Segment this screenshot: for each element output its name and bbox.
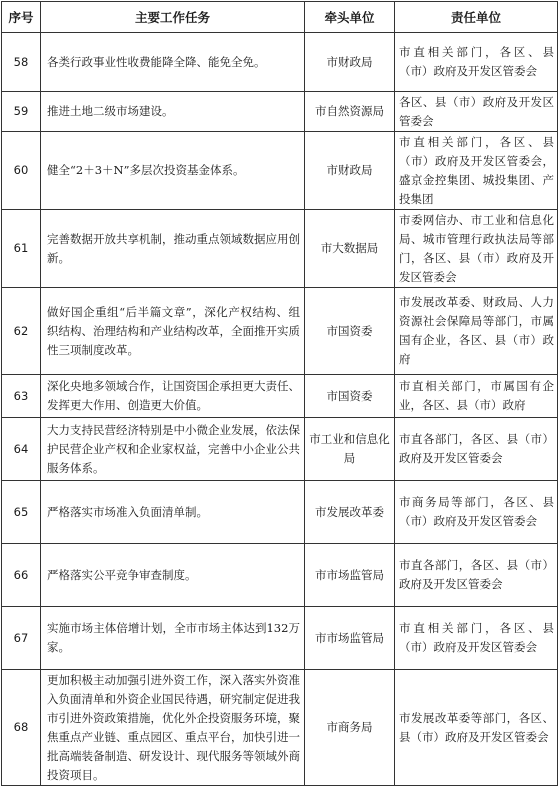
row-responsible-unit: 市委网信办、市工业和信息化局、城市管理行政执法局等部门，各区、县（市）政府及开发区管委会 [395,210,558,288]
header-lead-unit: 牵头单位 [305,2,395,33]
row-number: 58 [2,33,41,92]
row-task: 更加积极主动加强引进外资工作，深入落实外资准入负面清单和外资企业国民待遇，研究制定促进我市引进外资政策措施，优化外企投资服务环境，聚焦重点产业链、重点园区、重点平台，加快引进一批高端装备制造、研发设计、现代服务等领域外商投资项目。 [41,670,305,786]
row-task: 严格落实市场准入负面清单制。 [41,481,305,544]
row-responsible-unit: 市直相关部门，市属国有企业，各区、县（市）政府 [395,375,558,418]
row-lead-unit: 市商务局 [305,670,395,786]
row-lead-unit: 市财政局 [305,132,395,210]
row-number: 64 [2,418,41,481]
table-row [2,132,558,210]
header-row [2,2,558,33]
row-number: 60 [2,132,41,210]
row-responsible-unit: 市直相关部门，各区、县（市）政府及开发区管委会 [395,607,558,670]
row-responsible-unit: 市直各部门，各区、县（市）政府及开发区管委会 [395,544,558,607]
row-responsible-unit: 市直相关部门，各区、县（市）政府及开发区管委会，盛京金控集团、城投集团、产投集团 [395,132,558,210]
row-lead-unit: 市国资委 [305,375,395,418]
row-task: 做好国企重组“后半篇文章”，深化产权结构、组织结构、治理结构和产业结构改革，全面推开实质性三项制度改革。 [41,288,305,375]
row-number: 67 [2,607,41,670]
row-task: 严格落实公平竞争审查制度。 [41,544,305,607]
row-lead-unit: 市市场监管局 [305,544,395,607]
task-table [1,1,558,786]
table-row [2,607,558,670]
row-task: 各类行政事业性收费能降全降、能免全免。 [41,33,305,92]
row-responsible-unit: 市发展改革委等部门，各区、县（市）政府及开发区管委会 [395,670,558,786]
row-responsible-unit: 市发展改革委、财政局、人力资源社会保障局等部门，市属国有企业，各区、县（市）政府 [395,288,558,375]
header-number: 序号 [2,2,41,33]
table-row [2,418,558,481]
table-row [2,481,558,544]
table-row [2,375,558,418]
row-task: 大力支持民营经济特别是中小微企业发展，依法保护民营企业产权和企业家权益，完善中小企业公共服务体系。 [41,418,305,481]
row-lead-unit: 市自然资源局 [305,92,395,132]
header-responsible-unit: 责任单位 [395,2,558,33]
table-row [2,670,558,786]
row-task: 完善数据开放共享机制，推动重点领域数据应用创新。 [41,210,305,288]
row-task: 健全“2＋3＋N”多层次投资基金体系。 [41,132,305,210]
row-lead-unit: 市国资委 [305,288,395,375]
row-lead-unit: 市财政局 [305,33,395,92]
row-number: 59 [2,92,41,132]
row-responsible-unit: 市商务局等部门，各区、县（市）政府及开发区管委会 [395,481,558,544]
row-number: 61 [2,210,41,288]
table-row [2,210,558,288]
row-responsible-unit: 各区、县（市）政府及开发区管委会 [395,92,558,132]
table-row [2,92,558,132]
row-number: 65 [2,481,41,544]
header-task: 主要工作任务 [41,2,305,33]
row-task: 实施市场主体倍增计划，全市市场主体达到132万家。 [41,607,305,670]
row-task: 深化央地多领域合作，让国资国企承担更大责任、发挥更大作用、创造更大价值。 [41,375,305,418]
table-row [2,544,558,607]
table-row [2,33,558,92]
row-task: 推进土地二级市场建设。 [41,92,305,132]
row-responsible-unit: 市直各部门，各区、县（市）政府及开发区管委会 [395,418,558,481]
row-lead-unit: 市大数据局 [305,210,395,288]
row-lead-unit: 市工业和信息化局 [305,418,395,481]
row-responsible-unit: 市直相关部门，各区、县（市）政府及开发区管委会 [395,33,558,92]
row-number: 63 [2,375,41,418]
row-number: 68 [2,670,41,786]
row-number: 66 [2,544,41,607]
row-lead-unit: 市发展改革委 [305,481,395,544]
row-number: 62 [2,288,41,375]
row-lead-unit: 市市场监管局 [305,607,395,670]
table-row [2,288,558,375]
